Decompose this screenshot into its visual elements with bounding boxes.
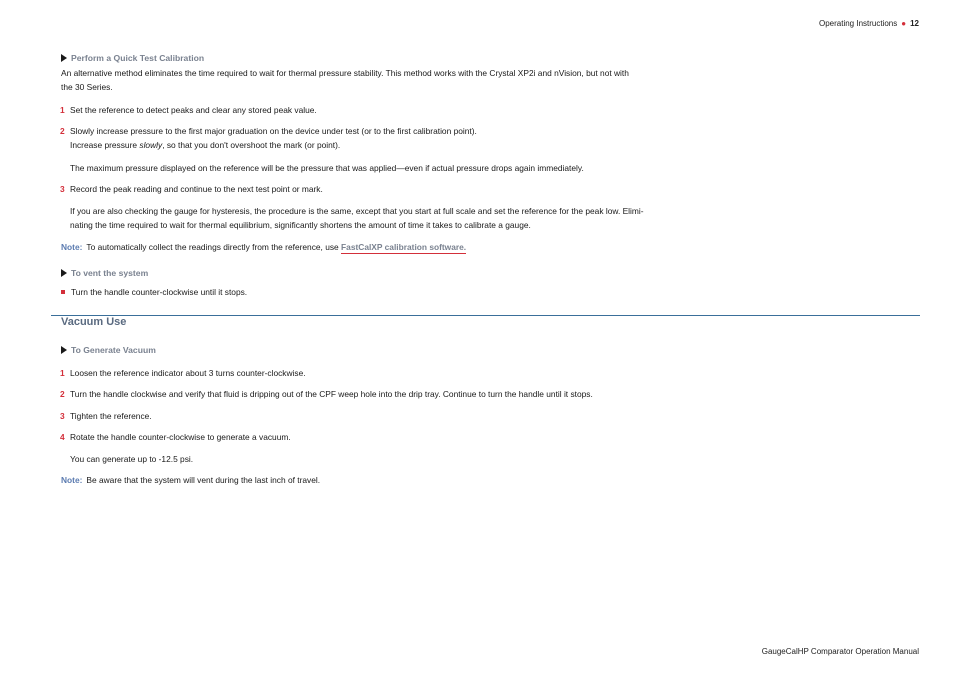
procedure-heading-vent: To vent the system bbox=[61, 266, 701, 280]
vacuum-step-4: 4 Rotate the handle counter-clockwise to generate a vacuum. bbox=[60, 432, 291, 442]
step-2-paragraph: The maximum pressure displayed on the reference will be the pressure that was applied—even if actual pressure drops again immediately. bbox=[70, 163, 584, 173]
header-section: Operating Instructions bbox=[818, 19, 898, 28]
vacuum-step-4-paragraph: You can generate up to -12.5 psi. bbox=[70, 454, 194, 464]
section-title-vacuum: Vacuum Use bbox=[61, 316, 127, 328]
triangle-right-icon bbox=[61, 269, 67, 277]
step-2: 2 Slowly increase pressure to the first major graduation on the device under test (or to the first calibration point). Increase pressure slowly, so that you don't overshoot the mark (or point). bbox=[60, 126, 477, 150]
step-3: 3 Record the peak reading and continue to the next test point or mark. bbox=[60, 184, 323, 194]
triangle-right-icon bbox=[61, 54, 67, 62]
fastcalxp-link[interactable]: FastCalXP calibration software. bbox=[341, 242, 467, 252]
step-3-paragraph: If you are also checking the gauge for hysteresis, the procedure is the same, except that you start at full scale and set the reference for the peak low. Elimi- nating the time required to wait for thermal equilibrium, significantly shortens the amount of time it takes to calibrate a gauge. bbox=[70, 206, 644, 230]
page-footer: GaugeCalHP Comparator Operation Manual bbox=[761, 647, 919, 656]
triangle-right-icon bbox=[61, 346, 67, 354]
vent-bullet: Turn the handle counter-clockwise until it stops. bbox=[61, 285, 701, 299]
section-divider bbox=[51, 315, 920, 316]
vacuum-step-1: 1 Loosen the reference indicator about 3 turns counter-clockwise. bbox=[60, 368, 306, 378]
page-header bbox=[819, 19, 919, 28]
square-bullet-icon bbox=[61, 290, 65, 294]
note-vent: Note: Be aware that the system will vent during the last inch of travel. bbox=[61, 475, 321, 485]
procedure-heading-quick-test: Perform a Quick Test Calibration bbox=[61, 51, 701, 65]
procedure-heading-vacuum: To Generate Vacuum bbox=[61, 343, 701, 357]
vacuum-step-3: 3 Tighten the reference. bbox=[60, 411, 152, 421]
intro-paragraph: An alternative method eliminates the time required to wait for thermal pressure stability. This method works with the Crystal XP2i and nVision, but not with the 30 Series. bbox=[61, 68, 629, 92]
step-1: 1 Set the reference to detect peaks and clear any stored peak value. bbox=[60, 105, 317, 115]
vacuum-step-2: 2 Turn the handle clockwise and verify that fluid is dripping out of the CPF weep hole into the drip tray. Continue to turn the handle until it stops. bbox=[60, 389, 593, 399]
note-fastcal: Note: To automatically collect the readings directly from the reference, use FastCalXP calibration software. bbox=[61, 242, 467, 252]
page-number: 12 bbox=[910, 19, 919, 28]
bullet-dot-icon: ● bbox=[901, 19, 907, 28]
